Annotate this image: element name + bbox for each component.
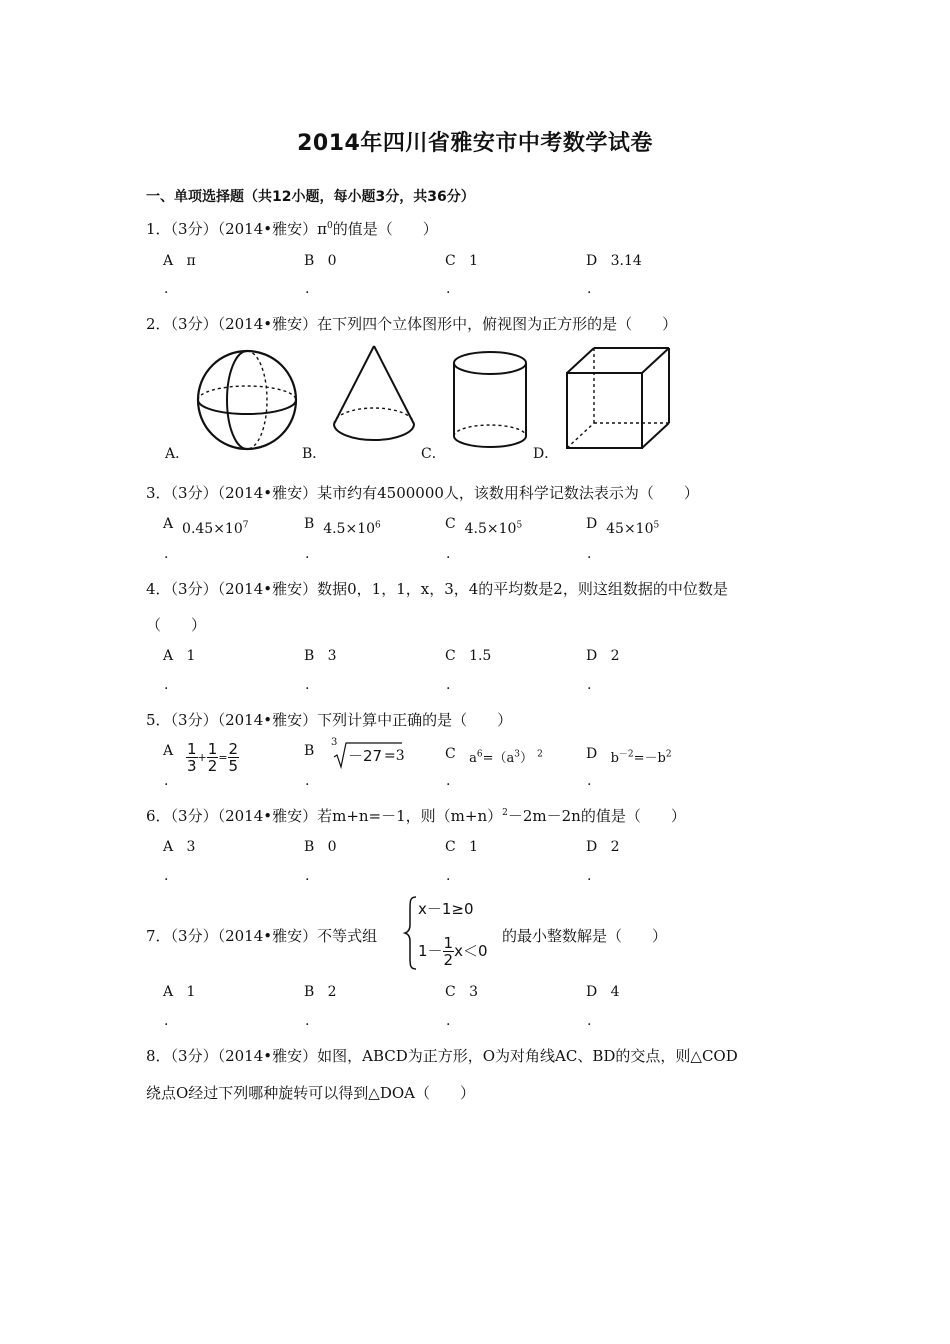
q3-option-b[interactable]: B $4.5\times 10^6$ <box>304 516 381 537</box>
q5-option-a[interactable]: $\frac{1}{3}$ + $\frac{1}{2}$ = $\frac{2}{5}$ <box>187 740 239 775</box>
option-dot: . <box>446 546 451 562</box>
q1-option-d[interactable]: D 3.14 <box>586 253 642 269</box>
option-dot: . <box>587 677 592 693</box>
section-heading: 一、单项选择题（共12小题，每小题3分，共36分） <box>146 189 475 205</box>
system-line-1: x－1≥0 <box>418 900 474 918</box>
question-4-stem: 4．（3分）（2014•雅安）数据0，1，1，x，3，4的平均数是2，则这组数据的中位数是 <box>146 580 728 598</box>
cone-figure[interactable] <box>330 344 420 454</box>
q3-option-a[interactable]: A $0.45\times 10^7$ <box>163 516 249 537</box>
option-dot: . <box>305 773 310 789</box>
option-dot: . <box>164 773 169 789</box>
question-7-stem-pre: 7．（3分）（2014•雅安）不等式组 <box>146 927 378 945</box>
q2-label-c: C． <box>421 446 446 462</box>
q5-option-a-letter[interactable]: A <box>163 743 174 759</box>
q2-label-d: D． <box>533 446 559 462</box>
question-2-stem: 2．（3分）（2014•雅安）在下列四个立体图形中，俯视图为正方形的是（ ） <box>146 315 678 333</box>
q4-option-d[interactable]: D 2 <box>586 648 620 664</box>
option-dot: . <box>446 773 451 789</box>
option-dot: . <box>305 677 310 693</box>
option-dot: . <box>446 1013 451 1029</box>
q2-label-a: A． <box>165 446 190 462</box>
q1-option-c[interactable]: C 1 <box>445 253 478 269</box>
q7-option-b[interactable]: B 2 <box>304 984 337 1000</box>
q1-option-b[interactable]: B 0 <box>304 253 337 269</box>
q3-option-c[interactable]: C $4.5\times 10^5$ <box>445 516 523 537</box>
q7-option-c[interactable]: C 3 <box>445 984 478 1000</box>
option-dot: . <box>587 546 592 562</box>
q6-option-b[interactable]: B 0 <box>304 839 337 855</box>
question-8-stem: 8．（3分）（2014•雅安）如图，ABCD为正方形，O为对角线AC、BD的交点，则△COD <box>146 1047 738 1065</box>
option-dot: . <box>446 868 451 884</box>
sphere-figure[interactable] <box>195 348 299 452</box>
option-dot: . <box>587 1013 592 1029</box>
question-8-stem-cont: 绕点O经过下列哪种旋转可以得到△DOA（ ） <box>146 1084 475 1102</box>
q6-option-a[interactable]: A 3 <box>163 839 196 855</box>
option-dot: . <box>164 677 169 693</box>
option-dot: . <box>446 677 451 693</box>
question-1-stem: 1．（3分）（2014•雅安）$\pi^0$的值是（ ） <box>146 220 438 238</box>
q5-option-b-letter[interactable]: B <box>304 743 315 759</box>
q5-option-c[interactable]: C $a^6=(a^3)$ $^2$ <box>445 746 543 766</box>
q6-option-d[interactable]: D 2 <box>586 839 620 855</box>
cylinder-figure[interactable] <box>452 350 532 450</box>
option-dot: . <box>305 281 310 297</box>
option-dot: . <box>305 546 310 562</box>
q1-option-a[interactable]: A π <box>163 253 196 269</box>
option-dot: . <box>587 773 592 789</box>
option-dot: . <box>587 868 592 884</box>
system-line-2: 1－ $\frac{1}{2}$ x＜0 <box>418 934 488 969</box>
option-dot: . <box>587 281 592 297</box>
question-6-stem: 6．（3分）（2014•雅安）若m+n=－1，则$(m+n)^2-2m-2n$的值是（ ） <box>146 807 686 825</box>
option-dot: . <box>446 281 451 297</box>
cube-figure[interactable] <box>565 346 671 450</box>
q4-option-c[interactable]: C 1.5 <box>445 648 492 664</box>
option-dot: . <box>164 1013 169 1029</box>
option-dot: . <box>164 281 169 297</box>
q2-label-b: B． <box>302 446 327 462</box>
question-7-stem-post: 的最小整数解是（ ） <box>502 927 668 945</box>
q3-option-d[interactable]: D $45\times 10^5$ <box>586 516 660 537</box>
q4-option-a[interactable]: A 1 <box>163 648 196 664</box>
q6-option-c[interactable]: C 1 <box>445 839 478 855</box>
option-dot: . <box>164 868 169 884</box>
q4-option-b[interactable]: B 3 <box>304 648 337 664</box>
question-4-stem-cont: （ ） <box>146 616 207 634</box>
option-dot: . <box>164 546 169 562</box>
option-dot: . <box>305 1013 310 1029</box>
q7-option-d[interactable]: D 4 <box>586 984 620 1000</box>
option-dot: . <box>305 868 310 884</box>
page-title: 2014年四川省雅安市中考数学试卷 <box>297 131 653 156</box>
left-brace-icon <box>404 895 418 971</box>
q5-option-d[interactable]: D $b^{-2}=-b^2$ <box>586 746 672 766</box>
question-3-stem: 3．（3分）（2014•雅安）某市约有4500000人，该数用科学记数法表示为（ ） <box>146 484 699 502</box>
q7-option-a[interactable]: A 1 <box>163 984 196 1000</box>
question-5-stem: 5．（3分）（2014•雅安）下列计算中正确的是（ ） <box>146 711 513 729</box>
